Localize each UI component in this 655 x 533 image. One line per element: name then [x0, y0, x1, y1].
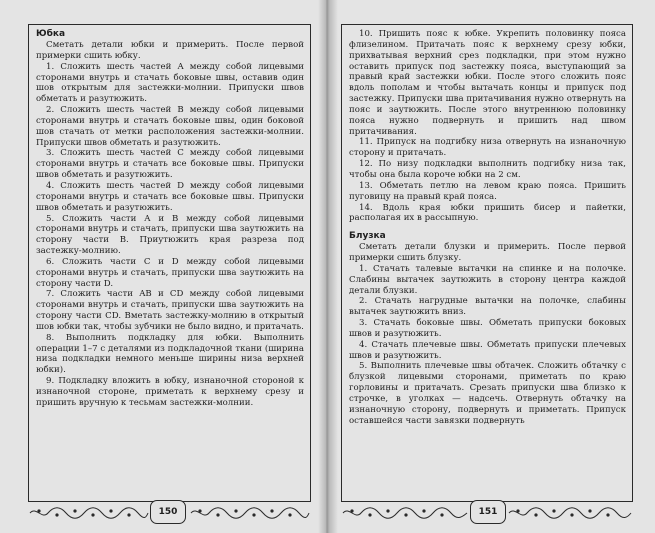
blouse-heading: Блузка — [349, 231, 386, 242]
left-paragraph: 8. Выполнить подкладку для юбки. Выполнить операции 1–7 с деталями из подкладочной ткани (ширина низа подкладки немного меньше ширины низа верхней юбки). — [36, 332, 304, 376]
right-paragraph: 13. Обметать петлю на левом краю пояса. Пришить пуговицу на правый край пояса. — [349, 180, 626, 202]
left-paragraph: 7. Сложить части AB и CD между собой лицевыми сторонами внутрь и стачать, припуски шва заутюжить на сторону части CD. Вметать застежку-молнию в открытый шов юбки так, чтобы зубчики не было видно, и притачать. — [36, 289, 304, 332]
right-paragraph: 5. Выполнить плечевые швы обтачек. Сложить обтачку с блузкой лицевыми сторонами, приметать по краю горловины и притачать. Срезать припуски шва близко к строчке, в уголках — надсечь. Отвернуть обтачку на изнаночную сторону, подвернуть и приметать. Припуск оставшейся части завязки подвернуть — [349, 361, 626, 426]
right-paragraph: 10. Пришить пояс к юбке. Укрепить половинку пояса флизелином. Притачать пояс к верхнему срезу юбки, прихватывая верхний срез подкладки, при этом нужно оставить припуск под застежку пояса, выступающий за правый край застежки юбки. После этого сложить пояс вдоль пополам и чтобы вытачать концы и припуск под застежку. Припуски шва притачивания нужно отвернуть на пояс и заутюжить. После этого внутреннюю половинку пояса нужно подвернуть и пришить над швом притачивания. — [349, 29, 626, 137]
left-paragraph: 2. Сложить шесть частей B между собой лицевыми сторонами внутрь и стачать боковые швы, один боковой шов стачать от метки расположения застежки-молнии. Припуски швов обметать и разутюжить. — [36, 105, 304, 148]
right-page — [328, 0, 655, 533]
left-paragraph: 3. Сложить шесть частей C между собой лицевыми сторонами внутрь и стачать все боковые швы. Припуски швов обметать и разутюжить. — [36, 148, 304, 181]
left-paragraph: 9. Подкладку вложить в юбку, изнаночной стороной к изнаночной стороне, приметать к верхнему срезу и пришить вручную к тесьмам застежки-молнии. — [36, 376, 304, 408]
right-paragraph: 2. Стачать нагрудные вытачки на полочке, слабины вытачек заутюжить вниз. — [349, 296, 626, 318]
left-paragraph: Сметать детали юбки и примерить. После первой примерки сшить юбку. — [36, 40, 304, 61]
left-text-block — [36, 29, 304, 409]
right-paragraph: Сметать детали блузки и примерить. После первой примерки сшить блузку. — [349, 242, 626, 264]
left-paragraph: 6. Сложить части C и D между собой лицевыми сторонами внутрь и стачать, припуски шва заутюжить на сторону части D. — [36, 256, 304, 289]
right-paragraph: 4. Стачать плечевые швы. Обметать припуски плечевых швов и разутюжить. — [349, 339, 626, 361]
right-paragraph: 3. Стачать боковые швы. Обметать припуски боковых швов и разутюжить. — [349, 318, 626, 339]
left-page — [0, 0, 326, 533]
section-gap — [349, 224, 626, 231]
right-paragraph: 11. Припуск на подгибку низа отвернуть на изнаночную сторону и притачать. — [349, 137, 626, 159]
left-paragraph: 4. Сложить шесть частей D между собой лицевыми сторонами внутрь и стачать все боковые швы. Припуски швов обметать и разутюжить. — [36, 180, 304, 213]
right-text-block — [349, 29, 626, 427]
right-paragraph: 12. По низу подкладки выполнить подгибку низа так, чтобы она была короче юбки на 2 см. — [349, 159, 626, 180]
right-paragraph: 1. Стачать талевые вытачки на спинке и на полочке. Слабины вытачек заутюжить в сторону центра каждой детали блузки. — [349, 263, 626, 296]
left-paragraph: 5. Сложить части A и B между собой лицевыми сторонами внутрь и стачать, припуски шва заутюжить на сторону части B. Приутюжить края разреза под застежку-молнию. — [36, 213, 304, 257]
right-text-frame — [341, 24, 633, 502]
left-paragraph: 1. Сложить шесть частей A между собой лицевыми сторонами внутрь и стачать боковые швы, оставив один шов открытым для застежки-молнии. Припуски швов обметать и разутюжить. — [36, 61, 304, 105]
page-number: 150 — [150, 500, 186, 524]
skirt-heading: Юбка — [36, 29, 66, 39]
left-text-frame — [28, 24, 311, 502]
right-paragraph: 14. Вдоль края юбки пришить бисер и пайетки, располагая их в рассыпную. — [349, 202, 626, 224]
page-number: 151 — [470, 500, 506, 524]
